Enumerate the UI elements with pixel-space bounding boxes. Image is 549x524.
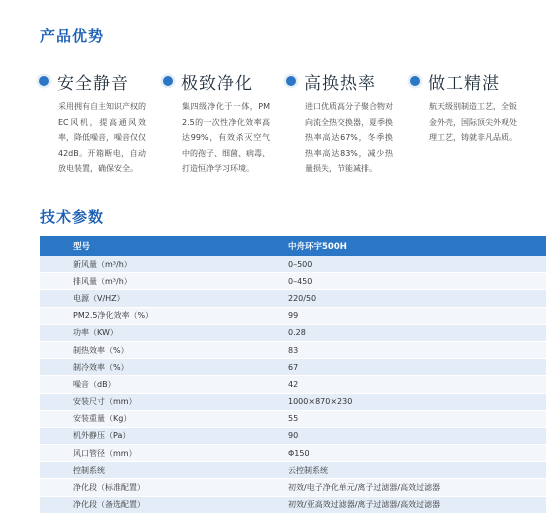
table-row bbox=[40, 359, 546, 376]
spec-value: 90 bbox=[288, 427, 546, 444]
feature-description: 集四级净化于一体，PM2.5的一次性净化效率高达99%，有效杀灭空气中的孢子、细菌、病毒、打造恒净学习环境。 bbox=[182, 102, 270, 173]
table-row bbox=[40, 307, 546, 324]
table-row bbox=[40, 496, 546, 513]
spec-value: 初效/亚高效过滤器/离子过滤器/高效过滤器 bbox=[288, 496, 546, 513]
table-row bbox=[40, 410, 546, 427]
spec-value: 1000×870×230 bbox=[288, 393, 546, 410]
feature-title: 极致净化 bbox=[181, 73, 253, 94]
table-row bbox=[40, 445, 546, 462]
table-row bbox=[40, 393, 546, 410]
feature-header bbox=[36, 68, 161, 94]
bullet-dot-icon bbox=[36, 73, 52, 89]
spec-label: 制热效率（%） bbox=[40, 341, 288, 358]
table-row bbox=[40, 427, 546, 444]
spec-value: 55 bbox=[288, 410, 546, 427]
table-row bbox=[40, 324, 546, 341]
spec-label: 噪音（dB） bbox=[40, 376, 288, 393]
spec-label: 风口管径（mm） bbox=[40, 445, 288, 462]
feature-silent bbox=[36, 68, 161, 177]
spec-value: 0.28 bbox=[288, 324, 546, 341]
feature-title: 做工精湛 bbox=[428, 73, 500, 94]
spec-table bbox=[40, 236, 546, 514]
spec-value: 0–450 bbox=[288, 273, 546, 290]
spec-label: 净化段（标准配置） bbox=[40, 479, 288, 496]
feature-heat-exchange bbox=[283, 68, 408, 177]
table-row bbox=[40, 376, 546, 393]
specs-title: 技术参数 bbox=[40, 208, 105, 226]
header-model-value: 中舟环宇500H bbox=[288, 236, 546, 256]
spec-label: 排风量（m³/h） bbox=[40, 273, 288, 290]
spec-value: Φ150 bbox=[288, 445, 546, 462]
spec-label: 净化段（备选配置） bbox=[40, 496, 288, 513]
spec-label: 新风量（m³/h） bbox=[40, 256, 288, 273]
spec-value: 42 bbox=[288, 376, 546, 393]
bullet-dot-icon bbox=[160, 73, 176, 89]
spec-value: 83 bbox=[288, 341, 546, 358]
feature-header bbox=[283, 68, 408, 94]
advantages-title: 产品优势 bbox=[40, 27, 105, 45]
spec-value: 67 bbox=[288, 359, 546, 376]
spec-label: 制冷效率（%） bbox=[40, 359, 288, 376]
features-row bbox=[36, 68, 536, 198]
spec-label: 控制系统 bbox=[40, 462, 288, 479]
bullet-dot-icon bbox=[407, 73, 423, 89]
feature-title: 高换热率 bbox=[304, 73, 376, 94]
spec-label: 电源（V/HZ） bbox=[40, 290, 288, 307]
feature-craftsmanship bbox=[407, 68, 532, 146]
spec-value: 云控制系统 bbox=[288, 462, 546, 479]
table-row bbox=[40, 256, 546, 273]
spec-value: 0–500 bbox=[288, 256, 546, 273]
bullet-dot-icon bbox=[283, 73, 299, 89]
table-row bbox=[40, 479, 546, 496]
feature-title: 安全静音 bbox=[57, 73, 129, 94]
spec-label: PM2.5净化效率（%） bbox=[40, 307, 288, 324]
header-model-label: 型号 bbox=[40, 236, 288, 256]
spec-value: 220/50 bbox=[288, 290, 546, 307]
spec-label: 机外静压（Pa） bbox=[40, 427, 288, 444]
spec-label: 安装尺寸（mm） bbox=[40, 393, 288, 410]
spec-label: 功率（KW） bbox=[40, 324, 288, 341]
feature-description: 采用拥有自主知识产权的EC风机，提高通风效率，降低噪音，噪音仅仅42dB。开箱断电，自动放电装置，确保安全。 bbox=[58, 102, 146, 173]
feature-purification bbox=[160, 68, 285, 177]
table-header-row bbox=[40, 236, 546, 256]
table-row bbox=[40, 462, 546, 479]
spec-value: 99 bbox=[288, 307, 546, 324]
feature-header bbox=[407, 68, 532, 94]
feature-description: 进口优质高分子聚合物对向流全热交换器，夏季换热率高达67%，冬季换热率高达83%，减少热量损失，节能减排。 bbox=[305, 102, 393, 173]
spec-value: 初效/电子净化单元/离子过滤器/高效过滤器 bbox=[288, 479, 546, 496]
table-row bbox=[40, 273, 546, 290]
feature-description: 航天级别制造工艺，全钣金外壳，国际顶尖外观处理工艺，铸就非凡品质。 bbox=[429, 102, 517, 142]
feature-header bbox=[160, 68, 285, 94]
table-row bbox=[40, 341, 546, 358]
spec-label: 安装重量（Kg） bbox=[40, 410, 288, 427]
table-row bbox=[40, 290, 546, 307]
